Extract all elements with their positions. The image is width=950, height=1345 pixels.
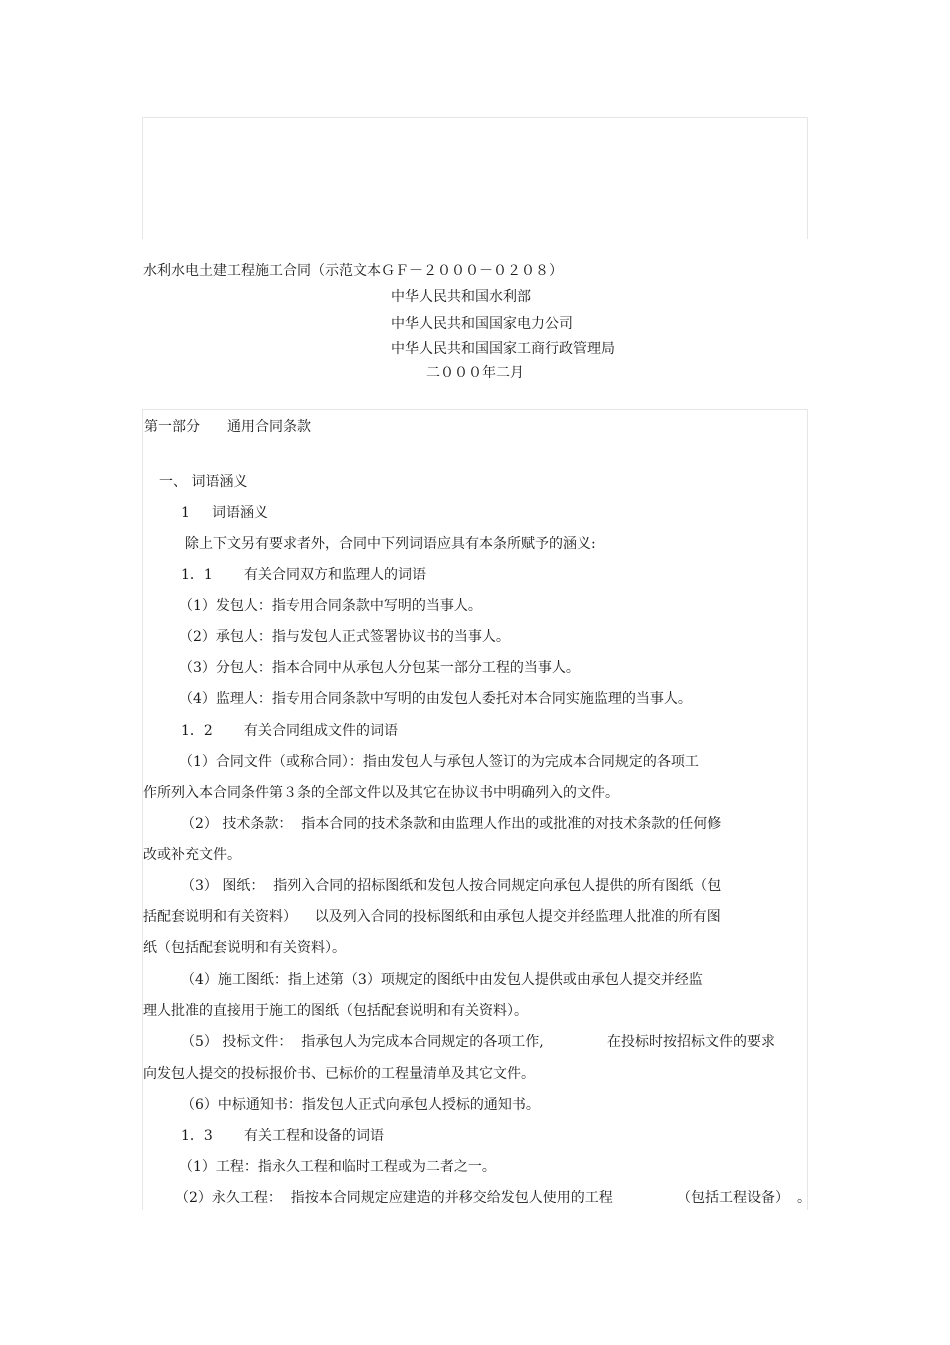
definition-line: （包括工程设备）: [677, 1190, 789, 1206]
definition-line: 。: [797, 1190, 811, 1206]
definition-item: （4）监理人：指专用合同条款中写明的由发包人委托对本合同实施监理的当事人。: [179, 691, 692, 707]
definition-line: （2） 技术条款： 指本合同的技术条款和由监理人作出的或批准的对技术条款的任何修: [181, 816, 722, 832]
issuer-line: 中华人民共和国国家电力公司: [391, 316, 573, 332]
section-title: 词语涵义: [212, 505, 268, 521]
definition-line: 改或补充文件。: [143, 847, 241, 863]
subsection-number: 1．2: [181, 723, 213, 739]
definition-line: （4）施工图纸：指上述第（3）项规定的图纸中由发包人提供或由承包人提交并经监: [181, 972, 703, 988]
definition-line: （1）合同文件（或称合同）：指由发包人与承包人签订的为完成本合同规定的各项工: [179, 754, 699, 770]
definition-line: 在投标时按招标文件的要求: [607, 1034, 775, 1050]
subsection-title: 有关工程和设备的词语: [244, 1128, 384, 1144]
document-title: 水利水电土建工程施工合同（示范文本ＧＦ－２０００－０２０８）: [143, 263, 563, 279]
issuer-line: 中华人民共和国水利部: [391, 289, 531, 305]
definition-line: 向发包人提交的投标报价书、已标价的工程量清单及其它文件。: [143, 1066, 535, 1082]
definition-line: 理人批准的直接用于施工的图纸（包括配套说明和有关资料）。: [143, 1003, 528, 1019]
chapter-heading: 一、 词语涵义: [159, 474, 248, 490]
definition-item: （1）工程：指永久工程和临时工程或为二者之一。: [179, 1159, 496, 1175]
subsection-number: 1．1: [181, 567, 213, 583]
definition-item: （3）分包人：指本合同中从承包人分包某一部分工程的当事人。: [179, 660, 580, 676]
intro-paragraph: 除上下文另有要求者外，合同中下列词语应具有本条所赋予的涵义:: [185, 536, 596, 552]
definition-line: （3） 图纸： 指列入合同的招标图纸和发包人按合同规定向承包人提供的所有图纸（包: [181, 878, 722, 894]
definition-line: 括配套说明和有关资料） 以及列入合同的投标图纸和由承包人提交并经监理人批准的所有图: [143, 909, 721, 925]
subsection-number: 1．3: [181, 1128, 213, 1144]
definition-item: （6）中标通知书：指发包人正式向承包人授标的通知书。: [181, 1097, 540, 1113]
part-label: 第一部分: [144, 419, 200, 435]
definition-item: （2）承包人：指与发包人正式签署协议书的当事人。: [179, 629, 510, 645]
definition-item: （1）发包人：指专用合同条款中写明的当事人。: [179, 598, 482, 614]
definition-line: 纸（包括配套说明和有关资料）。: [143, 940, 346, 956]
body-frame: [142, 409, 808, 1210]
section-number: 1: [181, 505, 190, 521]
issue-date: 二０００年二月: [426, 365, 524, 381]
subsection-title: 有关合同组成文件的词语: [244, 723, 398, 739]
definition-line: 作所列入本合同条件第３条的全部文件以及其它在协议书中明确列入的文件。: [143, 785, 619, 801]
issuer-line: 中华人民共和国国家工商行政管理局: [391, 341, 615, 357]
top-frame: [142, 117, 808, 239]
subsection-title: 有关合同双方和监理人的词语: [244, 567, 426, 583]
definition-line: （5） 投标文件： 指承包人为完成本合同规定的各项工作,: [181, 1034, 544, 1050]
part-title: 通用合同条款: [227, 419, 311, 435]
definition-line: （2）永久工程： 指按本合同规定应建造的并移交给发包人使用的工程: [175, 1190, 613, 1206]
